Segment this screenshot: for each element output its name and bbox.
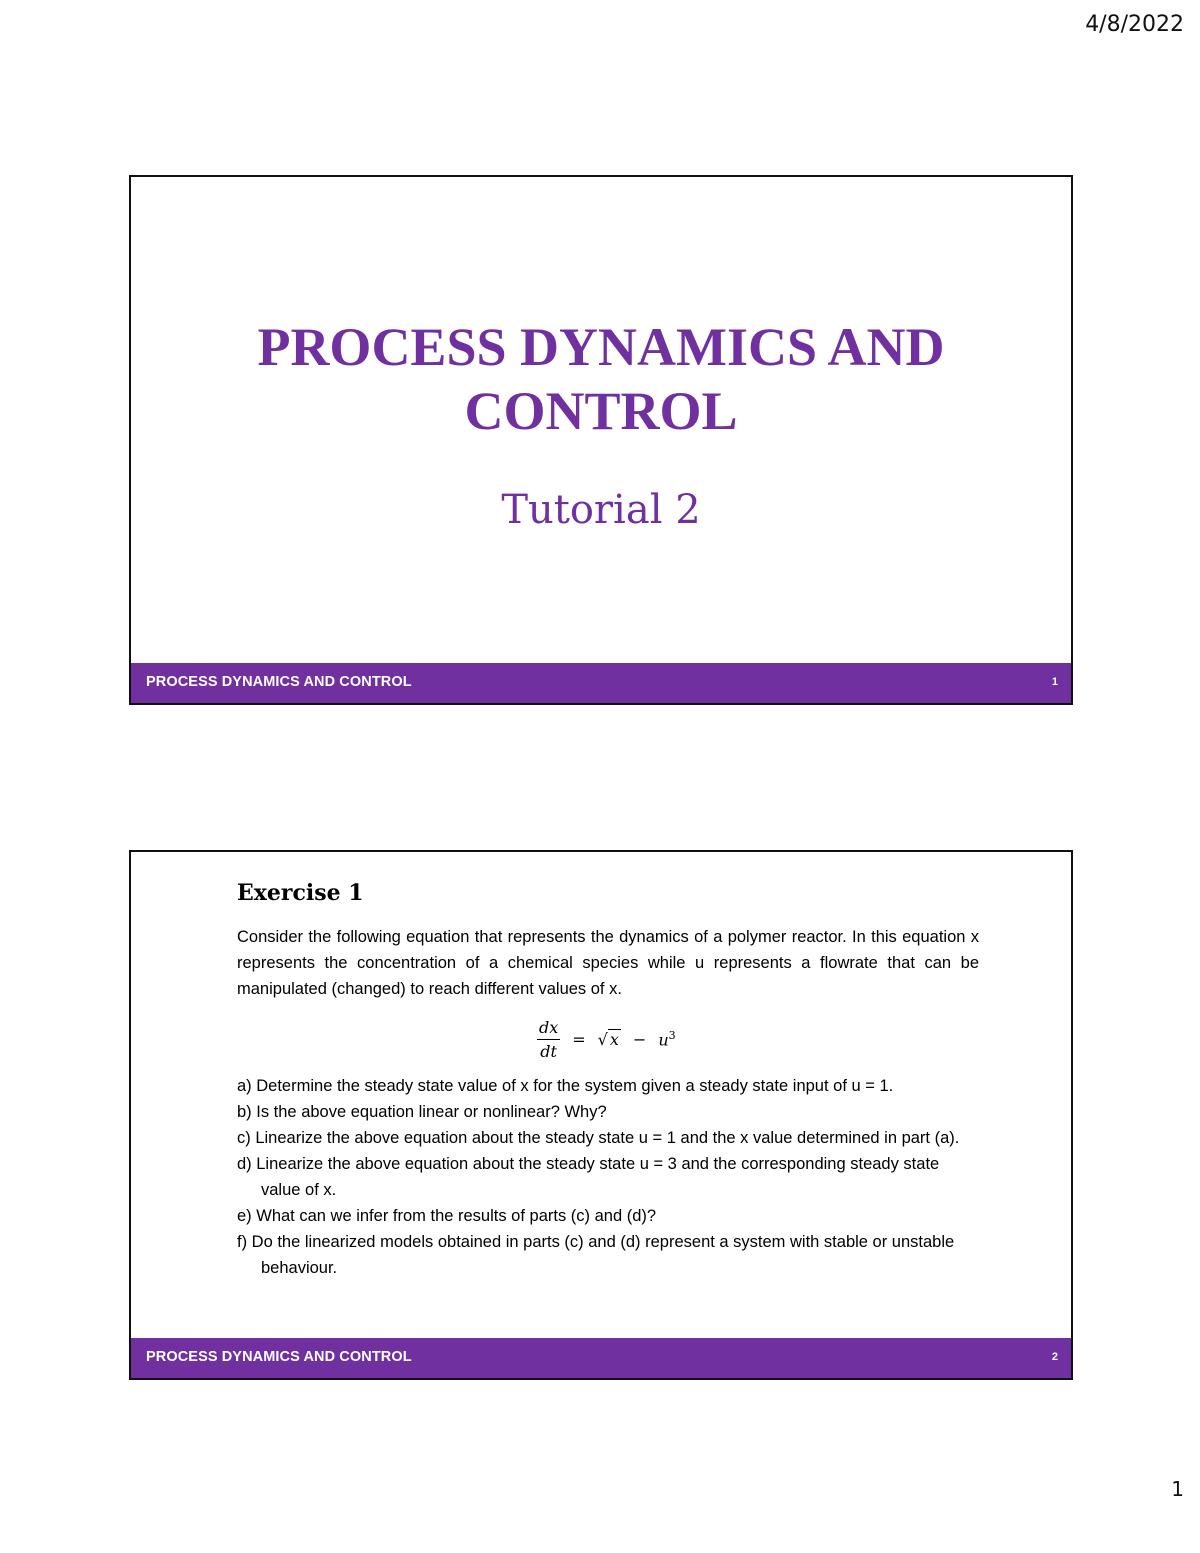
- term-base: u: [658, 1030, 669, 1050]
- question-item: c) Linearize the above equation about the steady state u = 1 and the x value determined in part (a).: [237, 1129, 960, 1147]
- fraction-numerator: dx: [537, 1018, 560, 1040]
- slide-number: 1: [1051, 676, 1058, 688]
- equals-sign: =: [572, 1029, 586, 1049]
- question-item: e) What can we infer from the results of parts (c) and (d)?: [237, 1207, 657, 1225]
- exercise-heading: Exercise 1: [237, 880, 364, 906]
- slide-2: [129, 850, 1073, 1380]
- exercise-intro: Consider the following equation that represents the dynamics of a polymer reactor. In this equation x represents the concentration of a chemical species while u represents a flowrate that can be manipulated (changed) to reach different values of x.: [237, 928, 979, 998]
- question-item: a) Determine the steady state value of x for the system given a steady state input of u = 1.: [237, 1077, 894, 1095]
- slide-subtitle: Tutorial 2: [501, 487, 701, 533]
- sqrt-symbol: √: [597, 1029, 608, 1049]
- slide-footer: [131, 1338, 1071, 1378]
- question-item: f) Do the linearized models obtained in parts (c) and (d) represent a system with stable or unstable behaviour.: [237, 1233, 955, 1277]
- square-root: [598, 1030, 621, 1049]
- footer-title: PROCESS DYNAMICS AND CONTROL: [146, 1349, 412, 1365]
- slide-title: PROCESS DYNAMICS AND CONTROL: [257, 317, 945, 441]
- slide-1: [129, 175, 1073, 705]
- page-number: 1: [1171, 1477, 1184, 1501]
- question-item: d) Linearize the above equation about the steady state u = 3 and the corresponding steady state value of x.: [237, 1155, 940, 1199]
- derivative-fraction: [537, 1018, 560, 1061]
- question-list: [237, 1073, 979, 1281]
- footer-title: PROCESS DYNAMICS AND CONTROL: [146, 674, 412, 690]
- question-item: b) Is the above equation linear or nonlinear? Why?: [237, 1103, 607, 1121]
- page-date: 4/8/2022: [1085, 12, 1184, 37]
- minus-sign: −: [632, 1029, 647, 1049]
- slide-number: 2: [1051, 1351, 1058, 1363]
- term-exponent: 3: [668, 1028, 676, 1042]
- radicand: x: [609, 1029, 619, 1049]
- equation: [537, 1014, 676, 1064]
- slide-footer: [131, 663, 1071, 703]
- fraction-denominator: dt: [540, 1041, 557, 1061]
- power-term: [658, 1029, 675, 1049]
